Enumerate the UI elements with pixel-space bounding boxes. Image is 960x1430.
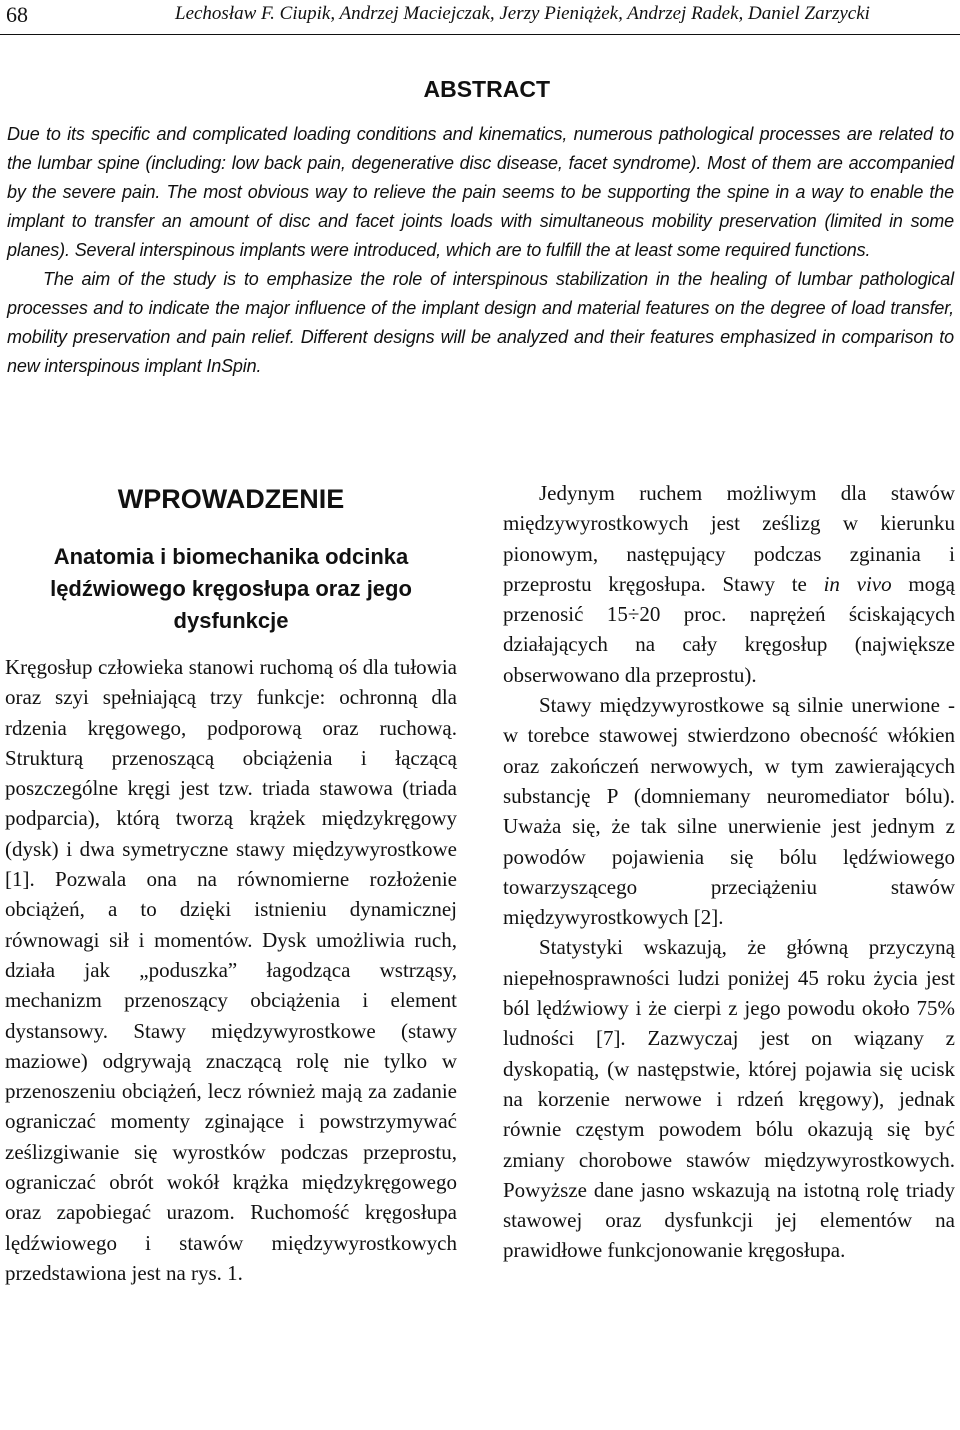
abstract-title: ABSTRACT (423, 76, 550, 102)
right-p1-text-end: mogą przenosić 15÷20 proc. naprężeń ściskających działających na cały kręgosłup (największe obserwowano dla przeprostu). (503, 571, 956, 687)
page-number: 68 (6, 2, 28, 27)
page-header (0, 0, 960, 34)
header-rule (0, 34, 960, 35)
right-p1-italic-term: in vivo (823, 571, 892, 596)
right-body-paragraph-3: Statystyki wskazują, że główną przyczyną niepełnosprawności ludzi poniżej 45 roku życia jest ból lędźwiowy i że cierpi z jego powodu około 75% ludności [7]. Zazwyczaj jest on wiązany z dyskopatią, (w następstwie, której pojawia się ucisk na korzenie nerwowe i rdzeń kręgowy), jednak równie częstym powodem bólu okazują się być zmiany chorobowe stawów międzywyrostkowych. Powyższe dane jasno wskazują na istotną rolę triady stawowej oraz dysfunkcji jej elementów na prawidłowe funkcjonowanie kręgosłupa. (503, 935, 955, 1263)
running-head: Lechosław F. Ciupik, Andrzej Maciejczak, Jerzy Pieniążek, Andrzej Radek, Daniel Zarzycki (175, 3, 870, 24)
left-body-paragraph: Kręgosłup człowieka stanowi ruchomą oś dla tułowia oraz szyi spełniającą trzy funkcje: ochronną dla rdzenia kręgowego, podporową oraz ruchową. Strukturą przenoszącą obciążenia i łączącą poszczególne kręgi jest tzw. triada stawowa (triada podparcia), którą tworzą krążek międzykręgowy (dysk) i dwa symetryczne stawy międzywyrostkowe [1]. Pozwala ona na równomierne rozłożenie obciążeń, a to dzięki istnieniu dynamicznej równowagi sił i momentów. Dysk umożliwia ruch, działa jak „poduszka” łagodząca wstrząsy, mechanizm przenoszący obciążenia i element dystansowy. Stawy międzywyrostkowe (stawy maziowe) odgrywają znaczącą rolę nie tylko w przenoszeniu obciążeń, lecz również mają za zadanie ograniczać momenty zginające i powstrzymywać ześlizgiwanie się wyrostków podczas przeprostu, ograniczać obrót wokół krążka międzykręgowego oraz zapobiegać urazom. Ruchomość kręgosłupa lędźwiowego i stawów międzywyrostkowych przedstawiona jest na rys. 1. (5, 655, 457, 1285)
left-column (5, 478, 457, 1288)
right-body-paragraph-1 (503, 478, 955, 690)
right-body-paragraph-2: Stawy międzywyrostkowe są silnie unerwione - w torebce stawowej stwierdzono obecność włókien oraz zakończeń nerwowych, w tym zawierających substancję P (domniemany neuromediator bólu). Uważa się, że tak silne unerwienie jest jednym z powodów pojawienia się bólu lędźwiowego towarzyszącego przeciążeniu stawów międzywyrostkowych [2]. (503, 693, 955, 930)
right-p1-text-start: Jedynym ruchem możliwym dla stawów międzywyrostkowych jest ześlizg w kierunku pionowym, następujący podczas zginania i przeprostu kręgosłupa. Stawy te (503, 481, 955, 596)
abstract-paragraph-2: The aim of the study is to emphasize the role of interspinous stabilization in the healing of lumbar pathological processes and to indicate the major influence of the implant design and material features on the degree of load transfer, mobility preservation and pain relief. Different designs will be analyzed and their features emphasized in comparison to new interspinous implant InSpin. (7, 269, 954, 376)
right-column (503, 478, 955, 1266)
abstract-paragraph-1: Due to its specific and complicated loading conditions and kinematics, numerous pathological processes are related to the lumbar spine (including: low back pain, degenerative disc disease, facet syndrome). Most of them are accompanied by the severe pain. The most obvious way to relieve the pain seems to be supporting the spine in a way to enable the implant to transfer an amount of disc and facet joints loads with simultaneous mobility preservation (limited in some planes). Several interspinous implants were introduced, which are to fulfill the at least some required functions. (7, 124, 954, 260)
section-title: WPROWADZENIE (117, 484, 345, 514)
section-subtitle: Anatomia i biomechanika odcinka lędźwiowego kręgosłupa oraz jego dysfunkcje (50, 544, 412, 633)
abstract (7, 120, 954, 381)
